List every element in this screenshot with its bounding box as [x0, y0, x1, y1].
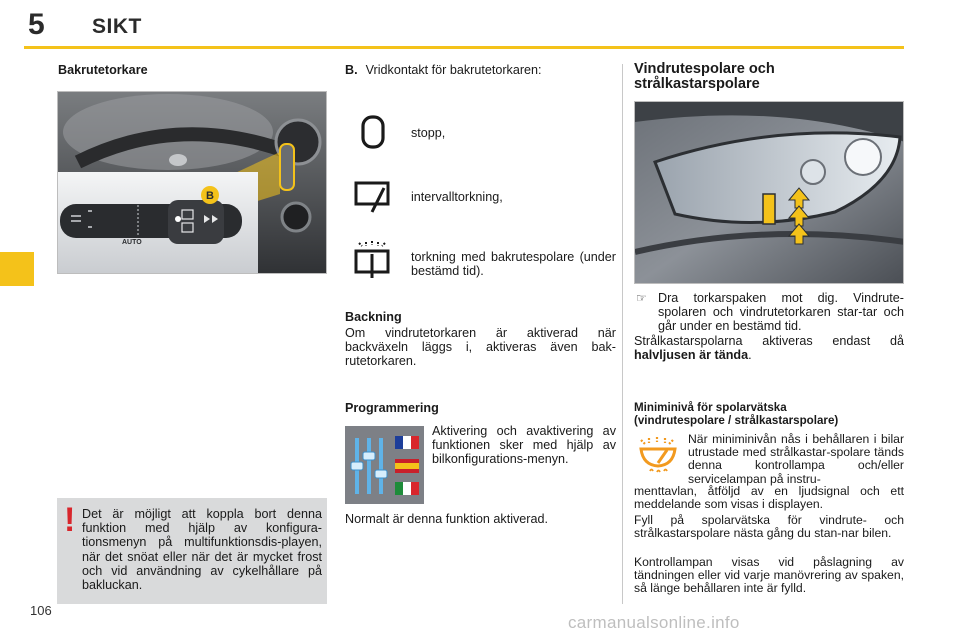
refill-text: Fyll på spolarvätska för vindrute- och strålkastarspolare nästa gång du stan-nar bilen.	[634, 513, 904, 541]
washer-fluid-warning-icon	[637, 435, 679, 475]
wiper-intermittent-icon	[353, 180, 389, 216]
warning-exclamation-icon: !	[64, 501, 76, 539]
section-heading-fluid-level: Miniminivå för spolarvätska (vindrutespolare / strålkastarspolare)	[634, 401, 839, 427]
section-heading-rear-wiper: Bakrutetorkare	[58, 63, 148, 77]
watermark: carmanualsonline.info	[568, 613, 740, 632]
item-b-label: B.	[345, 63, 358, 77]
warning-text: Det är möjligt att koppla bort denna funktion med hjälp av konfigura-tionsmenyn på multifunktionsdis-playen, när det snöat eller när det är mycket frost och vid användning av cykelhållare på bakluckan.	[82, 507, 322, 593]
option-washer-label: torkning med bakrutespolare (under bestämd tid).	[411, 250, 616, 278]
bullet-hand-icon: ☞	[636, 291, 647, 305]
chapter-title: SIKT	[92, 15, 142, 38]
wiper-off-icon	[355, 114, 391, 150]
option-intermittent-label: intervalltorkning,	[411, 190, 503, 204]
chapter-side-tab	[0, 252, 34, 286]
chapter-number: 5	[28, 8, 45, 41]
headlamp-washer-photo	[634, 101, 904, 284]
wiper-washer-icon	[353, 240, 389, 276]
headlamp-washer-condition-text: Strålkastarspolarna aktiveras endast då halvljusen är tända.	[634, 334, 904, 362]
rear-wiper-stalk-photo	[57, 91, 327, 274]
programming-text: Aktivering och avaktivering av funktionen sker med hjälp av bilkonfigurations-menyn.	[432, 424, 616, 466]
column-divider	[622, 64, 623, 604]
dipped-beam-emphasis: halvljusen är tända	[634, 348, 749, 362]
default-state-text: Normalt är denna funktion aktiverad.	[345, 512, 549, 526]
rotary-switch-line	[345, 63, 542, 77]
section-heading-washers: Vindrutespolare och strålkastarspolare	[634, 61, 775, 92]
page-number: 106	[30, 603, 52, 618]
option-stop-label: stopp,	[411, 126, 446, 140]
item-b-text: Vridkontakt för bakrutetorkaren:	[365, 63, 542, 77]
header-rule	[24, 46, 904, 49]
config-menu-icon	[345, 426, 424, 504]
callout-b-label: B	[206, 190, 214, 202]
stalk-auto-label: AUTO	[122, 239, 142, 246]
fluid-level-text-part2: menttavlan, åtföljd av en ljudsignal och ett meddelande som visas i displayen.	[634, 484, 904, 512]
fluid-level-text-part1: När miniminivån nås i behållaren i bilar utrustade med strålkastar-spolare tänds denna kontrollampa och/eller servicelampan på instru-	[688, 432, 904, 486]
washer-operation-text: Dra torkarspaken mot dig. Vindrute-spolaren och vindrutetorkaren star-tar och går under en bestämd tid.	[658, 291, 904, 333]
section-heading-reversing: Backning	[345, 310, 402, 324]
warning-lamp-text: Kontrollampan visas vid påslagning av tändningen eller vid varje manövrering av spaken, så länge behållaren inte är fylld.	[634, 555, 904, 596]
section-heading-programming: Programmering	[345, 401, 439, 415]
reversing-text: Om vindrutetorkaren är aktiverad när backväxeln läggs i, aktiveras även bak-rutetorkaren.	[345, 326, 616, 368]
